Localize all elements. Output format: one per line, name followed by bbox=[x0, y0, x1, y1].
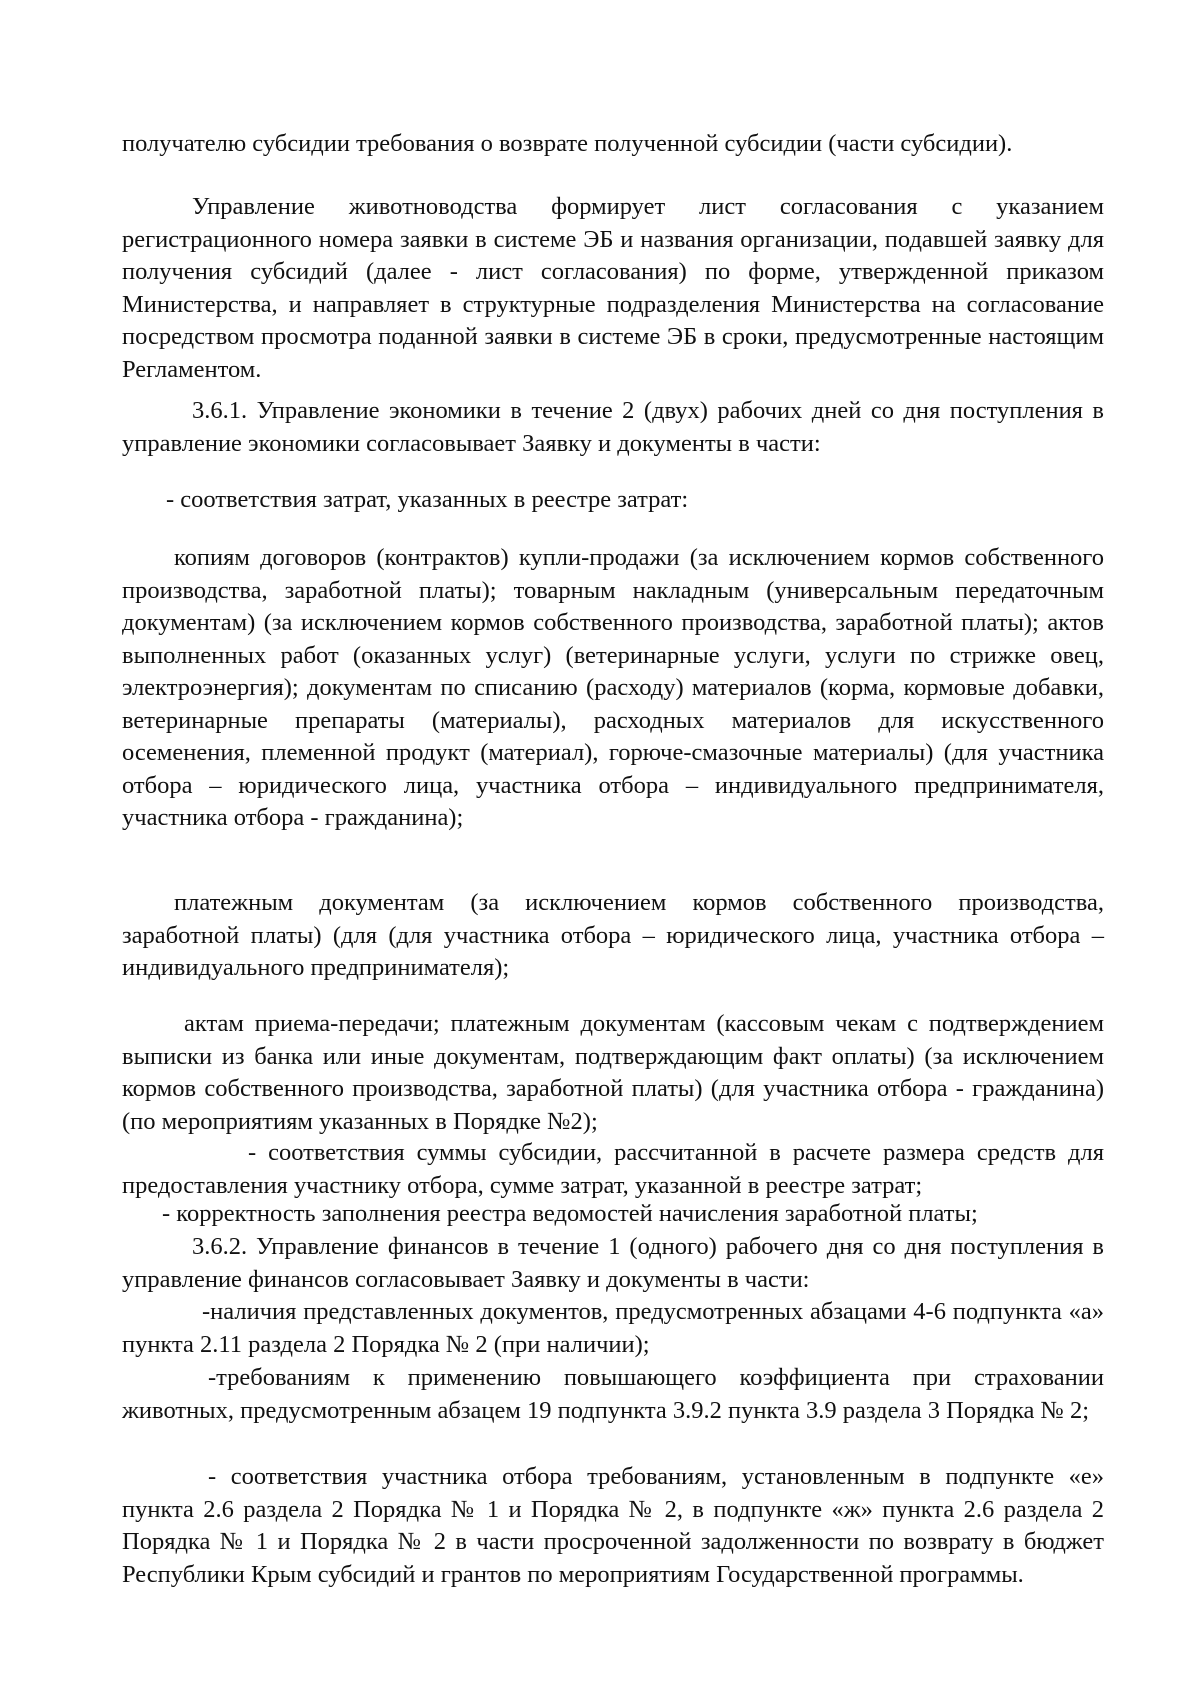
paragraph-submitted-documents: -наличия представленных документов, предусмотренных абзацами 4-6 подпункта «а» пункта 2.11 раздела 2 Порядка № 2 (при наличии); bbox=[122, 1298, 1104, 1358]
paragraph-transfer-acts: актам приема-передачи; платежным документам (кассовым чекам с подтверждением выписки из банка или иные документам, подтверждающим факт оплаты) (за исключением кормов собственного производства, заработной платы) (для участника отбора - гражданина) (по мероприятиям указанных в Порядке №2); bbox=[122, 1010, 1104, 1135]
paragraph-payroll-register: - корректность заполнения реестра ведомостей начисления заработной платы; bbox=[162, 1200, 978, 1227]
paragraph-insurance-coefficient: -требованиям к применению повышающего коэффициента при страховании животных, предусмотренным абзацем 19 подпункта 3.9.2 пункта 3.9 раздела 3 Порядка № 2; bbox=[122, 1364, 1104, 1424]
paragraph-participant-requirements: - соответствия участника отбора требованиям, установленным в подпункте «е» пункта 2.6 раздела 2 Порядка № 1 и Порядка № 2, в подпункте «ж» пункта 2.6 раздела 2 Порядка № 1 и Порядка № 2 в части просроченной задолженности по возврату в бюджет Республики Крым субсидий и грантов по мероприятиям Государственной программы. bbox=[122, 1463, 1104, 1588]
paragraph-subsidy-amount: - соответствия суммы субсидии, рассчитанной в расчете размера средств для предоставления участнику отбора, сумме затрат, указанной в реестре затрат; bbox=[122, 1139, 1104, 1199]
paragraph-subsidy-return: получателю субсидии требования о возврате полученной субсидии (части субсидии). bbox=[122, 130, 1013, 157]
paragraph-payment-documents: платежным документам (за исключением кормов собственного производства, заработной платы) (для (для участника отбора – юридического лица, участника отбора – индивидуального предпринимателя); bbox=[122, 889, 1104, 981]
paragraph-approval-sheet: Управление животноводства формирует лист согласования с указанием регистрационного номера заявки в системе ЭБ и названия организации, подавшей заявку для получения субсидий (далее - лист согласования) по форме, утвержденной приказом Министерства, и направляет в структурные подразделения Министерства на согласование посредством просмотра поданной заявки в системе ЭБ в сроки, предусмотренные настоящим Регламентом. bbox=[122, 193, 1104, 383]
paragraph-3-6-1: 3.6.1. Управление экономики в течение 2 (двух) рабочих дней со дня поступления в управление экономики согласовывает Заявку и документы в части: bbox=[122, 397, 1104, 457]
paragraph-3-6-2: 3.6.2. Управление финансов в течение 1 (одного) рабочего дня со дня поступления в управление финансов согласовывает Заявку и документы в части: bbox=[122, 1233, 1104, 1293]
paragraph-contract-copies: копиям договоров (контрактов) купли-продажи (за исключением кормов собственного производства, заработной платы); товарным накладным (универсальным передаточным документам) (за исключением кормов собственного производства, заработной платы); актов выполненных работ (оказанных услуг) (ветеринарные услуги, услуги по стрижке овец, электроэнергия); документам по списанию (расходу) материалов (корма, кормовые добавки, ветеринарные препараты (материалы), расходных материалов для искусственного осеменения, племенной продукт (материал), горюче-смазочные материалы) (для участника отбора – юридического лица, участника отбора – индивидуального предпринимателя, участника отбора - гражданина); bbox=[122, 544, 1104, 831]
paragraph-cost-compliance: - соответствия затрат, указанных в реестре затрат: bbox=[166, 486, 689, 513]
